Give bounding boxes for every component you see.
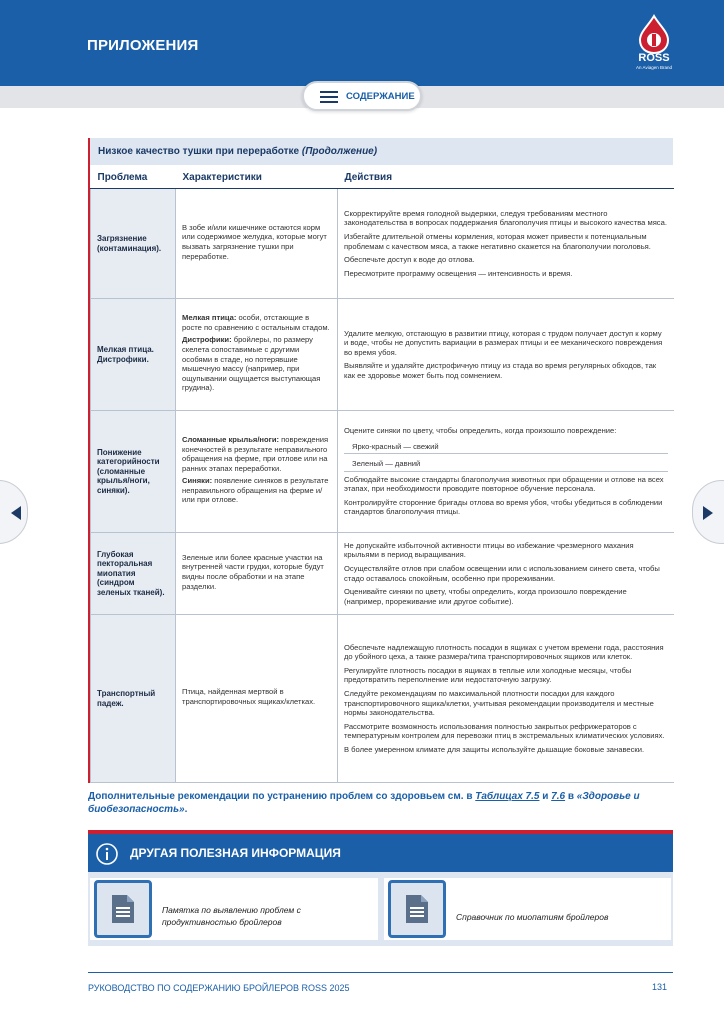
characteristics-cell: Мелкая птица: особи, отстающие в росте по сравнению с остальным стадом. Дистрофики: бройлеры, по размеру скелета сопоставимые с другими особями в стаде, но потерявшие мышечную массу (например, при ощупывании ощущается выступающая грудина). (176, 299, 338, 411)
col-header-problem: Проблема (91, 165, 176, 189)
characteristics-cell: Сломанные крылья/ноги: повреждения конечностей в результате неправильного обращения на ферме, при отлове или на ранних этапах переработки. Синяки: появление синяков в результате неправильного обращения на ферме и/или при отлове. (176, 411, 338, 533)
actions-cell: Скорректируйте время голодной выдержки, следуя требованиям местного законодательства в вопросах поддержания благополучия птицы и высокого качества мяса. Избегайте длительной отмены кормления, которая может привести к потенциальным проблемам с качеством мяса, а также негативно скажется на благополучии поголовья. Обеспечьте доступ к воде до отлова. Пересмотрите программу освещения — интенсивность и время. (338, 189, 674, 299)
footer-title: РУКОВОДСТВО ПО СОДЕРЖАНИЮ БРОЙЛЕРОВ ROSS 2025 (88, 983, 350, 993)
logo-name: ROSS (638, 52, 670, 64)
ross-logo (632, 14, 676, 74)
link-table-7-5[interactable]: Таблицах 7.5 (475, 791, 540, 802)
problem-table-grid (90, 165, 674, 783)
link-health-section[interactable]: «Здоровье и биобезопасность» (88, 791, 640, 815)
table-header-row (91, 165, 674, 189)
ross-drop-icon (632, 14, 676, 54)
info-card[interactable] (384, 878, 671, 940)
color-chip: Ярко-красный — свежий (344, 440, 668, 455)
menu-icon (320, 91, 338, 103)
actions-cell: Удалите мелкую, отстающую в развитии птицу, которая с трудом получает доступ к корму и воде, чтобы не допустить вариации в размерах птицы и ее механического повреждения во время убоя. Выявляйте и удаляйте дистрофичную птицу из стада во время регулярных обходов, так как ее здоровье может быть под сомнением. (338, 299, 674, 411)
col-header-characteristics: Характеристики (176, 165, 338, 189)
arrow-left-icon (9, 505, 23, 521)
document-icon (405, 894, 429, 924)
table-row (91, 411, 674, 533)
arrow-right-icon (701, 505, 715, 521)
table-note: Дополнительные рекомендации по устранению проблем со здоровьем см. в Таблицах 7.5 и 7.6 в «Здоровье и биобезопасность». (88, 791, 640, 815)
next-page-button[interactable] (692, 480, 724, 544)
table-row (91, 299, 674, 411)
footer-divider (88, 972, 673, 973)
info-card-label: Памятка по выявлению проблем с продуктивностью бройлеров (162, 905, 301, 927)
characteristics-cell: В зобе и/или кишечнике остаются корм или содержимое желудка, которые могут вызвать загрязнение тушки при переработке. (176, 189, 338, 299)
contents-button[interactable] (302, 81, 422, 111)
section-title: ПРИЛОЖЕНИЯ (87, 37, 199, 54)
contents-label: СОДЕРЖАНИЕ (346, 91, 415, 102)
document-icon (111, 894, 135, 924)
characteristics-cell: Зеленые или более красные участки на внутренней части грудки, которые будут видны после обработки и на этапе разделки. (176, 533, 338, 615)
problem-cell: Глубокая пекторальная миопатия (синдром зеленых тканей). (91, 533, 176, 615)
problem-cell: Мелкая птица. Дистрофики. (91, 299, 176, 411)
table-row (91, 533, 674, 615)
problem-cell: Понижение категорийности (сломанные крылья/ноги, синяки). (91, 411, 176, 533)
document-icon-box (388, 880, 446, 938)
info-card[interactable] (90, 878, 378, 940)
page-number: 131 (652, 982, 668, 992)
problem-table (88, 138, 673, 783)
info-icon (96, 843, 118, 865)
characteristics-cell: Птица, найденная мертвой в транспортировочных ящиках/клетках. (176, 615, 338, 783)
info-card-label: Справочник по миопатиям бройлеров (456, 912, 609, 922)
table-row (91, 615, 674, 783)
link-table-7-6[interactable]: 7.6 (551, 791, 566, 802)
actions-cell: Оцените синяки по цвету, чтобы определить, когда произошло повреждение: Ярко-красный — свежий Зеленый — давний Соблюдайте высокие стандарты благополучия животных при обращении и отлове на всех этапах, при необходимости проводите повторное обучение персонала. Контролируйте сторонние бригады отлова во время убоя, чтобы убедиться в соблюдении стандартов благополучия птицы. (338, 411, 674, 533)
info-panel-body (88, 872, 673, 946)
color-chip: Зеленый — давний (344, 457, 668, 472)
info-panel-title: ДРУГАЯ ПОЛЕЗНАЯ ИНФОРМАЦИЯ (130, 846, 341, 860)
col-header-actions: Действия (338, 165, 674, 189)
table-row (91, 189, 674, 299)
document-icon-box (94, 880, 152, 938)
logo-sub: An Aviagen Brand (636, 65, 672, 70)
problem-cell: Транспортный падеж. (91, 615, 176, 783)
prev-page-button[interactable] (0, 480, 28, 544)
actions-cell: Обеспечьте надлежащую плотность посадки в ящиках с учетом времени года, расстояния до убойного цеха, а также размера/типа транспортировочных ящиков или клеток. Регулируйте плотность посадки в ящиках в теплые или холодные месяцы, чтобы предотвратить переполнение или недостаточную загрузку. Следуйте рекомендациям по максимальной плотности посадки для каждого транспортировочного ящика/клетки, учитывая рекомендации производителя и местные нормы законодательства. Рассмотрите возможность использования полностью закрытых рефрижераторов с температурным контролем для перевозки птиц в экстремальных климатических условиях. В более умеренном климате для защиты используйте дышащие боковые занавески. (338, 615, 674, 783)
info-panel-header (88, 830, 673, 872)
table-caption: Низкое качество тушки при переработке (Продолжение) (90, 138, 673, 165)
problem-cell: Загрязнение (контаминация). (91, 189, 176, 299)
header-bar (0, 0, 724, 86)
actions-cell: Не допускайте избыточной активности птицы во избежание чрезмерного махания крыльями в период выращивания. Осуществляйте отлов при слабом освещении или с использованием синего света, чтобы стадо оставалось спокойным, особенно при прореживании. Оценивайте синяки по цвету, чтобы определить, когда произошло повреждение (например, прореживание или другое событие). (338, 533, 674, 615)
